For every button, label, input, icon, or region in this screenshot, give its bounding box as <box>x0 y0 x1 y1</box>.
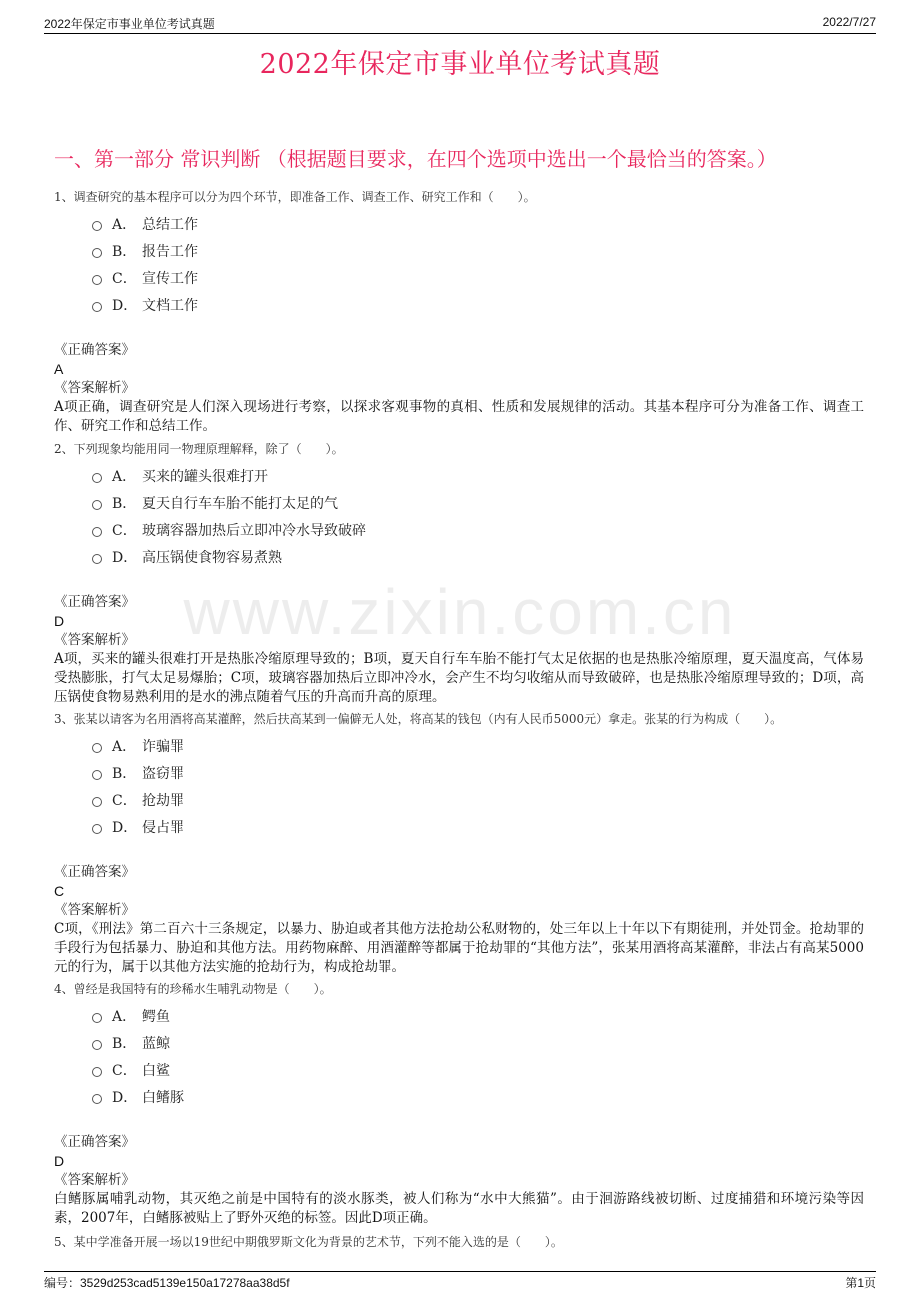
analysis-text: C项，《刑法》第二百六十三条规定，以暴力、胁迫或者其他方法抢劫公私财物的，处三年以上十年以下有期徒刑，并处罚金。抢劫罪的手段行为包括暴力、胁迫和其他方法。用药物麻醉、用酒灌醉等都属于抢劫罪的“其他方法”，张某用酒将高某灌醉，非法占有高某5000元的行为，属于以其他方法实施的抢劫行为，构成抢劫罪。 <box>54 921 864 975</box>
option-letter: A． <box>112 1008 137 1025</box>
question-stem: 1、调查研究的基本程序可以分为四个环节，即准备工作、调查工作、研究工作和（ ）。 <box>54 190 536 204</box>
analysis-label: 《答案解析》 <box>54 902 135 918</box>
analysis-label: 《答案解析》 <box>54 1172 135 1188</box>
option-text: 白鲨 <box>142 1062 170 1079</box>
answer-block <box>54 863 864 977</box>
question-4 <box>54 980 864 1228</box>
analysis-label: 《答案解析》 <box>54 632 135 648</box>
option-letter: B． <box>112 495 137 512</box>
option-text: 夏天自行车车胎不能打太足的气 <box>142 495 338 512</box>
question-stem: 3、张某以请客为名用酒将高某灌醉，然后扶高某到一偏僻无人处，将高某的钱包（内有人民币5000元）拿走。张某的行为构成（ ）。 <box>54 712 783 726</box>
option-letter: C． <box>112 270 137 287</box>
options-list <box>92 1002 864 1110</box>
question-stem: 5、某中学准备开展一场以19世纪中期俄罗斯文化为背景的艺术节，下列不能入选的是（ ）。 <box>54 1235 563 1249</box>
radio-icon[interactable] <box>92 824 102 834</box>
radio-icon[interactable] <box>92 527 102 537</box>
option-letter: D． <box>112 819 138 836</box>
option-d[interactable] <box>92 813 864 840</box>
option-letter: C． <box>112 792 137 809</box>
option-letter: D． <box>112 297 138 314</box>
radio-icon[interactable] <box>92 1040 102 1050</box>
option-text: 抢劫罪 <box>142 792 184 809</box>
option-letter: C． <box>112 522 137 539</box>
option-text: 盗窃罪 <box>142 765 184 782</box>
option-text: 玻璃容器加热后立即冲冷水导致破碎 <box>142 522 366 539</box>
radio-icon[interactable] <box>92 473 102 483</box>
option-letter: A． <box>112 216 137 233</box>
correct-answer-label: 《正确答案》 <box>54 342 135 358</box>
option-text: 鳄鱼 <box>142 1008 170 1025</box>
option-a[interactable] <box>92 732 864 759</box>
option-text: 高压锅使食物容易煮熟 <box>142 549 282 566</box>
radio-icon[interactable] <box>92 1067 102 1077</box>
option-letter: C． <box>112 1062 137 1079</box>
radio-icon[interactable] <box>92 797 102 807</box>
options-list <box>92 732 864 840</box>
options-list <box>92 210 864 318</box>
radio-icon[interactable] <box>92 275 102 285</box>
option-text: 买来的罐头很难打开 <box>142 468 268 485</box>
document-title: 2022年保定市事业单位考试真题 <box>259 49 661 80</box>
option-c[interactable] <box>92 1056 864 1083</box>
header-doc-title: 2022年保定市事业单位考试真题 <box>44 17 215 31</box>
correct-answer-label: 《正确答案》 <box>54 864 135 880</box>
option-letter: B． <box>112 765 137 782</box>
option-c[interactable] <box>92 786 864 813</box>
footer-doc-id: 编号：3529d253cad5139e150a17278aa38d5f <box>44 1276 290 1290</box>
correct-answer-label: 《正确答案》 <box>54 594 135 610</box>
option-text: 诈骗罪 <box>142 738 184 755</box>
radio-icon[interactable] <box>92 302 102 312</box>
option-a[interactable] <box>92 462 864 489</box>
option-letter: A． <box>112 738 137 755</box>
radio-icon[interactable] <box>92 1094 102 1104</box>
option-b[interactable] <box>92 489 864 516</box>
answer-block <box>54 1133 864 1228</box>
correct-answer-value: D <box>54 1153 65 1169</box>
options-list <box>92 462 864 570</box>
option-letter: D． <box>112 549 138 566</box>
question-3 <box>54 710 864 977</box>
option-text: 总结工作 <box>142 216 198 233</box>
option-text: 宣传工作 <box>142 270 198 287</box>
footer-page-number: 第1页 <box>845 1276 876 1290</box>
analysis-text: 白鳍豚属哺乳动物，其灭绝之前是中国特有的淡水豚类，被人们称为“水中大熊猫”。由于洄游路线被切断、过度捕猎和环境污染等因素，2007年，白鳍豚被贴上了野外灭绝的标签。因此D项正确。 <box>54 1191 864 1226</box>
option-d[interactable] <box>92 543 864 570</box>
page-header <box>44 13 876 34</box>
page-footer <box>44 1271 876 1292</box>
option-letter: B． <box>112 1035 137 1052</box>
radio-icon[interactable] <box>92 743 102 753</box>
radio-icon[interactable] <box>92 248 102 258</box>
option-c[interactable] <box>92 264 864 291</box>
watermark: www.zixin.com.cn <box>183 576 737 648</box>
option-letter: A． <box>112 468 137 485</box>
question-5 <box>54 1233 864 1251</box>
section-heading: 一、第一部分 常识判断 （根据题目要求，在四个选项中选出一个最恰当的答案。） <box>54 147 777 171</box>
option-d[interactable] <box>92 291 864 318</box>
correct-answer-value: D <box>54 613 65 629</box>
answer-block <box>54 341 864 436</box>
correct-answer-value: A <box>54 361 64 377</box>
radio-icon[interactable] <box>92 1013 102 1023</box>
option-b[interactable] <box>92 1029 864 1056</box>
option-text: 文档工作 <box>142 297 198 314</box>
option-text: 报告工作 <box>142 243 198 260</box>
answer-block <box>54 593 864 707</box>
header-date: 2022/7/27 <box>822 15 876 29</box>
analysis-text: A项，买来的罐头很难打开是热胀冷缩原理导致的；B项，夏天自行车车胎不能打气太足依据的也是热胀冷缩原理，夏天温度高，气体易受热膨胀，打气太足易爆胎；C项，玻璃容器加热后立即冲冷水，会产生不均匀收缩从而导致破碎，也是热胀冷缩原理导致的；D项，高压锅使食物易熟利用的是水的沸点随着气压的升高而升高的原理。 <box>54 651 864 705</box>
option-letter: B． <box>112 243 137 260</box>
option-text: 白鳍豚 <box>142 1089 184 1106</box>
question-2 <box>54 440 864 707</box>
correct-answer-value: C <box>54 883 65 899</box>
radio-icon[interactable] <box>92 770 102 780</box>
option-text: 侵占罪 <box>142 819 184 836</box>
option-d[interactable] <box>92 1083 864 1110</box>
option-text: 蓝鲸 <box>142 1035 170 1052</box>
correct-answer-label: 《正确答案》 <box>54 1134 135 1150</box>
question-1 <box>54 188 864 436</box>
option-b[interactable] <box>92 237 864 264</box>
option-a[interactable] <box>92 210 864 237</box>
radio-icon[interactable] <box>92 500 102 510</box>
analysis-text: A项正确，调查研究是人们深入现场进行考察，以探求客观事物的真相、性质和发展规律的活动。其基本程序可分为准备工作、调查工作、研究工作和总结工作。 <box>54 399 864 434</box>
option-a[interactable] <box>92 1002 864 1029</box>
radio-icon[interactable] <box>92 221 102 231</box>
question-stem: 2、下列现象均能用同一物理原理解释，除了（ ）。 <box>54 442 344 456</box>
radio-icon[interactable] <box>92 554 102 564</box>
option-letter: D． <box>112 1089 138 1106</box>
analysis-label: 《答案解析》 <box>54 380 135 396</box>
question-stem: 4、曾经是我国特有的珍稀水生哺乳动物是（ ）。 <box>54 982 332 996</box>
option-b[interactable] <box>92 759 864 786</box>
option-c[interactable] <box>92 516 864 543</box>
